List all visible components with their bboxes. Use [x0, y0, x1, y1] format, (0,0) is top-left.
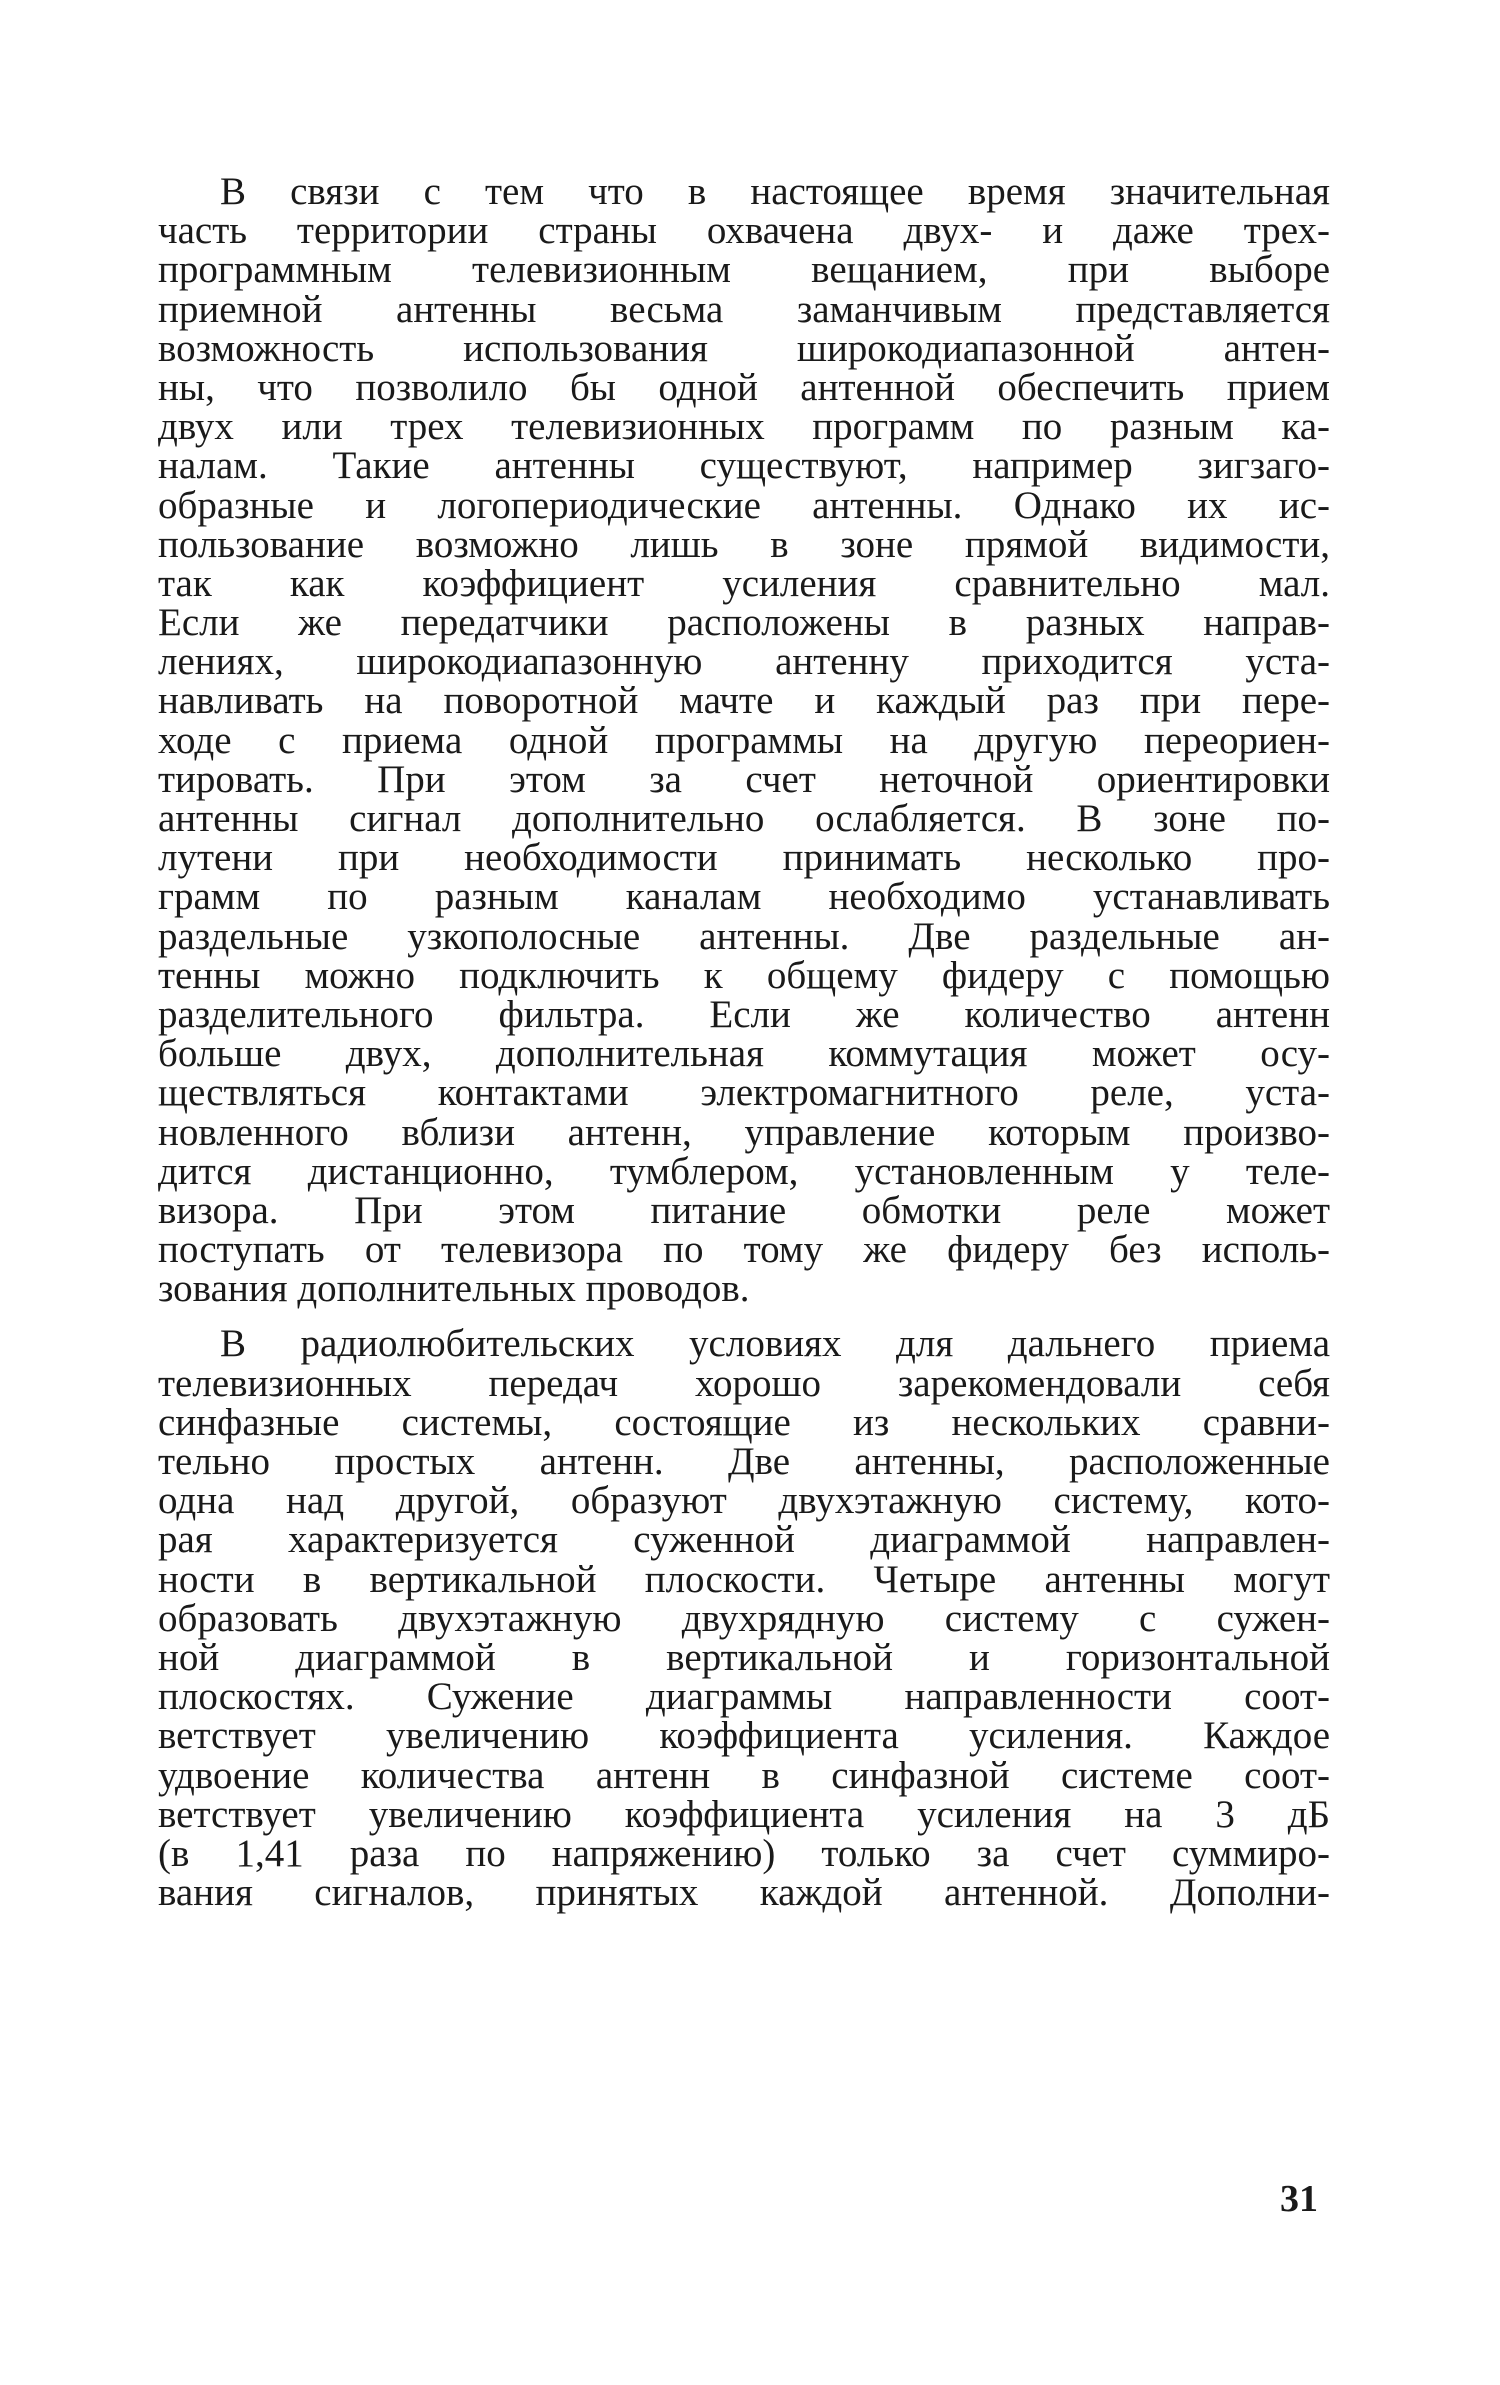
text-line: налам. Такие антенны существуют, например зигзаго-	[158, 444, 1330, 488]
text-line: приемной антенны весьма заманчивым представляется	[158, 287, 1330, 331]
text-line: плоскостях. Сужение диаграммы направленности соот-	[158, 1675, 1330, 1719]
text-line: ществляться контактами электромагнитного реле, уста-	[158, 1071, 1330, 1115]
text-line: образные и логопериодические антенны. Однако их ис-	[158, 483, 1330, 527]
text-line: одна над другой, образуют двухэтажную систему, кото-	[158, 1479, 1330, 1523]
text-line: рая характеризуется суженной диаграммой направлен-	[158, 1518, 1330, 1562]
text-line: поступать от телевизора по тому же фидеру без исполь-	[158, 1228, 1330, 1272]
text-line: тельно простых антенн. Две антенны, расположенные	[158, 1440, 1330, 1483]
text-line: лутени при необходимости принимать несколько про-	[158, 836, 1330, 880]
text-line: ветствует увеличению коэффициента усиления на 3 дБ	[158, 1792, 1330, 1836]
page-number: 31	[1280, 2178, 1318, 2220]
text-line: образовать двухэтажную двухрядную систему с сужен-	[158, 1596, 1330, 1640]
text-line: ветствует увеличению коэффициента усиления. Каждое	[158, 1714, 1330, 1758]
paragraph-1	[158, 170, 1330, 1311]
text-line: ходе с приема одной программы на другую переориен-	[158, 718, 1330, 762]
text-line: вания сигналов, принятых каждой антенной. Дополни-	[158, 1871, 1330, 1915]
text-line: программным телевизионным вещанием, при выборе	[158, 248, 1330, 292]
text-line: синфазные системы, состоящие из нескольких сравни-	[158, 1400, 1330, 1444]
text-line: (в 1,41 раза по напряжению) только за счет суммиро-	[158, 1831, 1330, 1875]
text-line: В связи с тем что в настоящее время значительная	[220, 170, 1330, 213]
text-line: зования дополнительных проводов.	[158, 1267, 750, 1311]
text-line: В радиолюбительских условиях для дальнего приема	[220, 1322, 1330, 1366]
text-line: возможность использования широкодиапазонной антен-	[158, 326, 1330, 370]
text-line: дится дистанционно, тумблером, установленным у теле-	[158, 1149, 1330, 1193]
text-line: раздельные узкополосные антенны. Две раздельные ан-	[158, 914, 1330, 958]
text-line: часть территории страны охвачена двух- и даже трех-	[158, 209, 1330, 253]
text-line: тировать. При этом за счет неточной ориентировки	[158, 757, 1330, 801]
text-line: тенны можно подключить к общему фидеру с помощью	[158, 953, 1330, 997]
text-line: ности в вертикальной плоскости. Четыре антенны могут	[158, 1557, 1330, 1601]
text-line: Если же передатчики расположены в разных направ-	[158, 601, 1330, 645]
text-line: разделительного фильтра. Если же количество антенн	[158, 992, 1330, 1036]
text-line: так как коэффициент усиления сравнительно мал.	[158, 561, 1330, 605]
text-line: визора. При этом питание обмотки реле может	[158, 1188, 1330, 1232]
text-line: ны, что позволило бы одной антенной обеспечить прием	[158, 365, 1330, 409]
text-line: грамм по разным каналам необходимо устанавливать	[158, 875, 1330, 919]
body-text	[158, 170, 1330, 1915]
text-line: больше двух, дополнительная коммутация может осу-	[158, 1032, 1330, 1076]
text-line: двух или трех телевизионных программ по разным ка-	[158, 405, 1330, 449]
paragraph-2	[158, 1322, 1330, 1915]
text-line: антенны сигнал дополнительно ослабляется. В зоне по-	[158, 797, 1330, 840]
text-line: телевизионных передач хорошо зарекомендовали себя	[158, 1361, 1330, 1405]
text-line: ной диаграммой в вертикальной и горизонтальной	[158, 1635, 1330, 1679]
text-line: новленного вблизи антенн, управление которым произво-	[158, 1110, 1330, 1154]
text-line: удвоение количества антенн в синфазной системе соот-	[158, 1753, 1330, 1797]
text-line: навливать на поворотной мачте и каждый раз при пере-	[158, 679, 1330, 723]
text-line: пользование возможно лишь в зоне прямой видимости,	[158, 522, 1330, 566]
text-line: лениях, широкодиапазонную антенну приходится уста-	[158, 640, 1330, 684]
